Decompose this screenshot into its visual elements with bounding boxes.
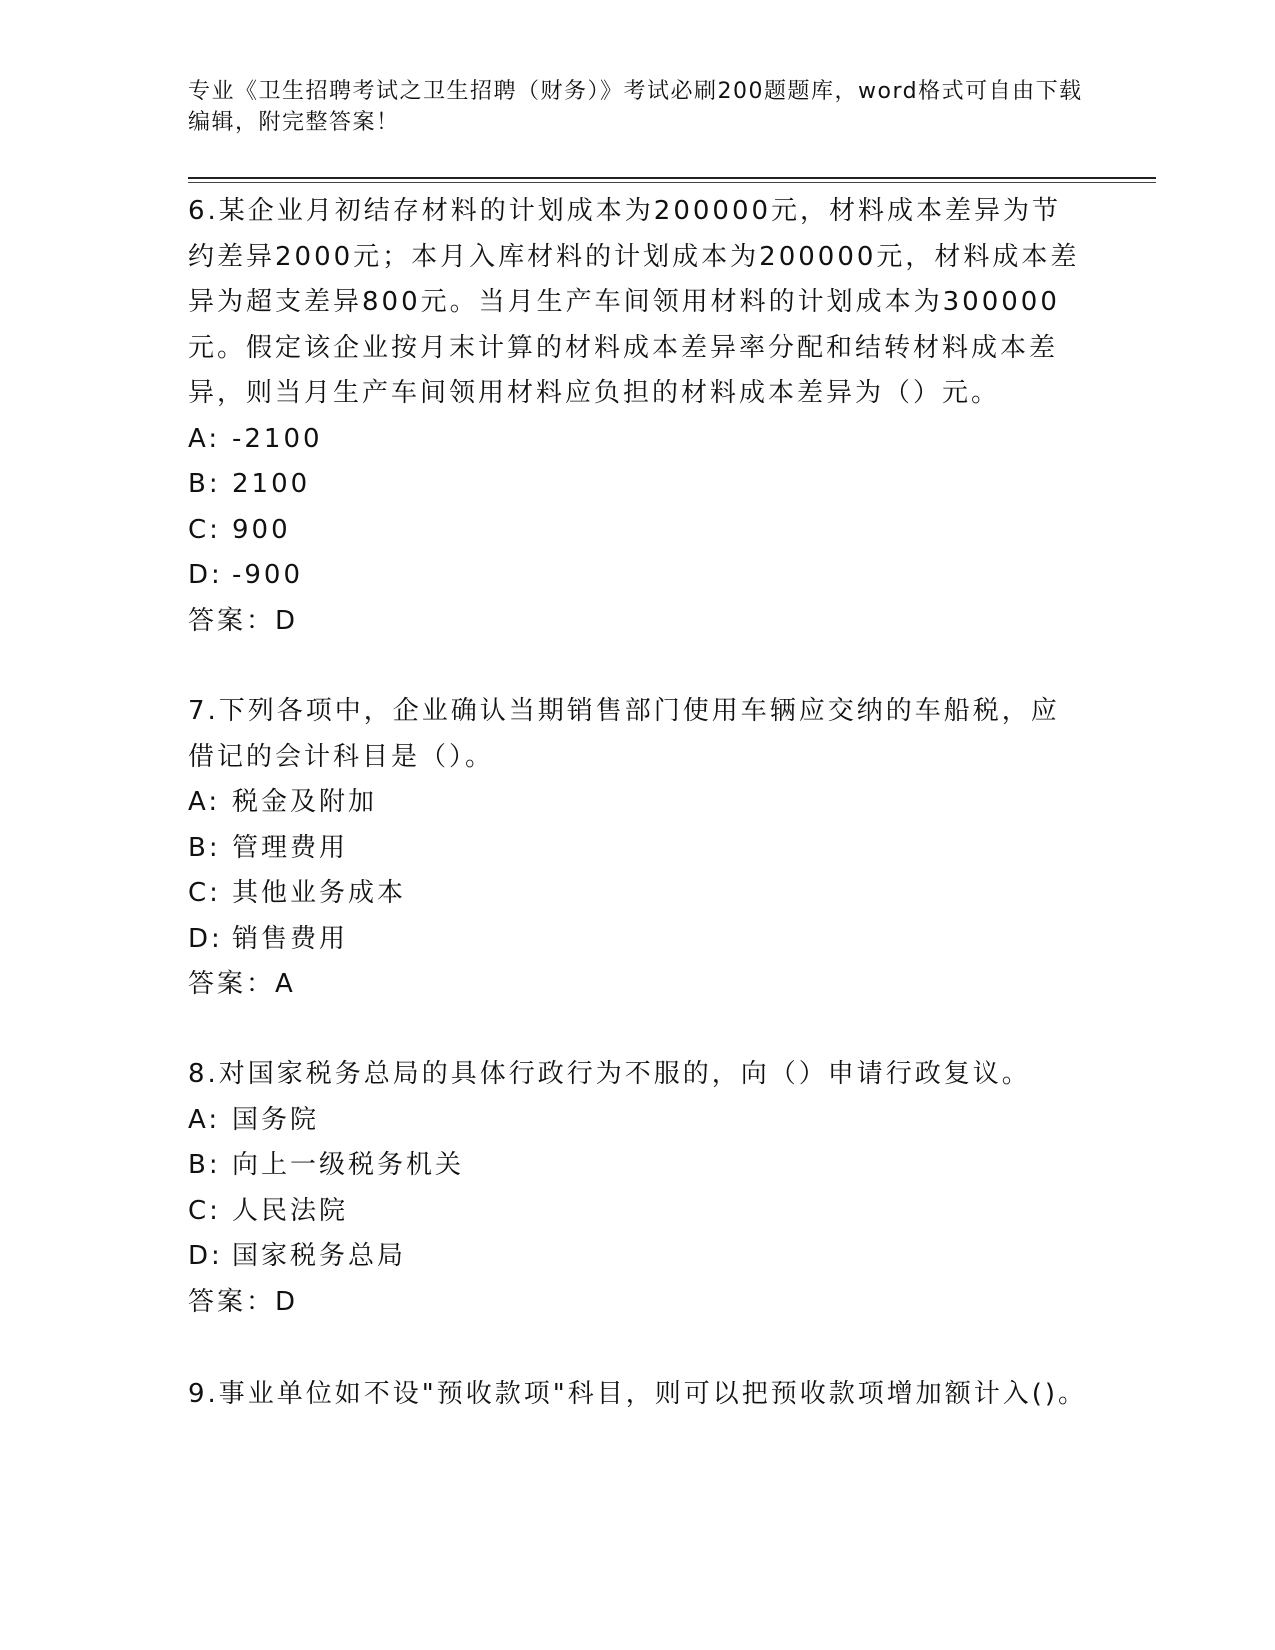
- option-text: 税金及附加: [232, 787, 378, 817]
- option-letter: D:: [188, 1241, 223, 1271]
- option-letter: C:: [188, 1195, 221, 1226]
- header-divider: [188, 177, 1156, 179]
- option-a: [188, 780, 1088, 826]
- option-d: [188, 1234, 1088, 1280]
- option-text: 人民法院: [232, 1195, 349, 1226]
- option-text: 管理费用: [232, 832, 349, 863]
- question-stem: 6.某企业月初结存材料的计划成本为200000元，材料成本差异为节约差异2000元；本月入库材料的计划成本为200000元，材料成本差异为超支差异800元。当月生产车间领用材料的计划成本为300000元。假定该企业按月末计算的材料成本差异率分配和结转材料成本差异，则当月生产车间领用材料应负担的材料成本差异为（）元。: [188, 196, 1080, 408]
- option-b: [188, 826, 1088, 872]
- option-d: [188, 553, 1088, 599]
- option-letter: A:: [188, 787, 221, 817]
- question-stem: 9.事业单位如不设"预收款项"科目，则可以把预收款项增加额计入()。: [188, 1379, 1088, 1409]
- answer: 答案：D: [188, 605, 299, 636]
- answer: 答案：A: [188, 969, 296, 999]
- option-c: [188, 871, 1088, 917]
- option-letter: A:: [188, 423, 221, 454]
- option-b: [188, 1143, 1088, 1189]
- option-c: [188, 508, 1088, 554]
- question-8: [188, 1052, 1088, 1325]
- option-letter: A:: [188, 1104, 221, 1135]
- option-text: 国务院: [232, 1104, 320, 1135]
- question-stem: 8.对国家税务总局的具体行政行为不服的，向（）申请行政复议。: [188, 1059, 1031, 1089]
- option-text: -2100: [232, 423, 323, 454]
- option-a: [188, 417, 1088, 463]
- option-d: [188, 917, 1088, 963]
- option-c: [188, 1189, 1088, 1235]
- option-letter: B:: [188, 832, 221, 863]
- option-letter: D:: [188, 923, 223, 954]
- question-9: [188, 1372, 1088, 1418]
- option-text: 国家税务总局: [232, 1241, 407, 1271]
- option-text: 向上一级税务机关: [232, 1150, 465, 1180]
- option-text: -900: [232, 560, 304, 590]
- question-stem: 7.下列各项中，企业确认当期销售部门使用车辆应交纳的车船税，应借记的会计科目是（）。: [188, 696, 1060, 772]
- option-b: [188, 462, 1088, 508]
- option-text: 销售费用: [232, 923, 349, 954]
- question-7: [188, 689, 1088, 1008]
- option-letter: C:: [188, 514, 221, 545]
- document-header: 专业《卫生招聘考试之卫生招聘（财务）》考试必刷200题题库，word格式可自由下载编辑，附完整答案！: [188, 79, 1083, 135]
- option-text: 900: [232, 514, 291, 545]
- question-6: [188, 189, 1088, 644]
- option-letter: D:: [188, 560, 223, 590]
- option-text: 其他业务成本: [232, 878, 407, 908]
- option-letter: B:: [188, 469, 221, 499]
- option-a: [188, 1098, 1088, 1144]
- option-letter: B:: [188, 1150, 221, 1180]
- header-divider-thin: [188, 182, 1156, 183]
- option-text: 2100: [232, 469, 311, 499]
- answer: 答案：D: [188, 1286, 299, 1317]
- option-letter: C:: [188, 878, 221, 908]
